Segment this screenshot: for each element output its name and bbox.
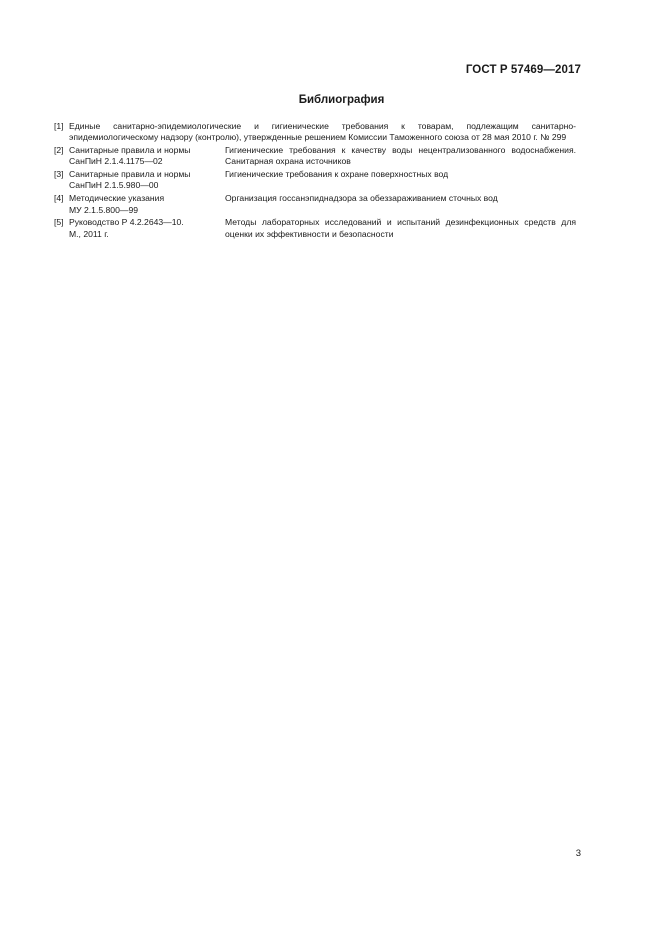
bibliography-entry-5 <box>54 217 576 240</box>
entry-source <box>69 217 225 240</box>
bibliography-entry-1 <box>54 121 576 144</box>
entry-description: Организация госсанэпиднадзора за обеззараживанием сточных вод <box>225 193 498 204</box>
entry-number: [2] <box>54 145 64 156</box>
entry-source <box>69 145 225 168</box>
entry-number: [3] <box>54 169 64 180</box>
bibliography-entry-4 <box>54 193 576 216</box>
entry-source-code: МУ 2.1.5.800—99 <box>69 204 138 215</box>
entry-text: Единые санитарно-эпидемиологические и гигиенические требования к товарам, подлежащим санитарно-эпидемиологическому надзору (контролю), утвержденные решением Комиссии Таможенного союза от 28 мая 2010 г. № 299 <box>69 121 576 143</box>
entry-source <box>69 169 225 192</box>
entry-source-code: М., 2011 г. <box>69 228 109 239</box>
entry-description: Методы лабораторных исследований и испытаний дезинфекционных средств для оценки их эффективности и безопасности <box>225 217 576 239</box>
entry-source-type: Руководство Р 4.2.2643—10. <box>69 217 184 228</box>
entry-source <box>69 193 225 216</box>
entry-source-type: Методические указания <box>69 193 165 204</box>
entry-source-code: СанПиН 2.1.4.1175—02 <box>69 156 163 167</box>
entry-description: Гигиенические требования к охране поверхностных вод <box>225 169 449 180</box>
page-title: Библиография <box>298 94 385 106</box>
entry-number: [4] <box>54 193 64 204</box>
entry-number: [1] <box>54 121 64 131</box>
entry-source-type: Санитарные правила и нормы <box>69 145 191 156</box>
bibliography-entry-2 <box>54 145 576 168</box>
bibliography-entry-3 <box>54 169 576 192</box>
entry-source-type: Санитарные правила и нормы <box>69 169 191 180</box>
document-number: ГОСТ Р 57469—2017 <box>465 64 581 76</box>
entry-source-code: СанПиН 2.1.5.980—00 <box>69 180 159 191</box>
entry-number: [5] <box>54 217 64 228</box>
entry-description: Гигиенические требования к качеству воды нецентрализованного водоснабжения. Санитарная охрана источников <box>225 145 576 167</box>
bibliography-list <box>54 121 576 241</box>
page-number: 3 <box>575 848 581 859</box>
